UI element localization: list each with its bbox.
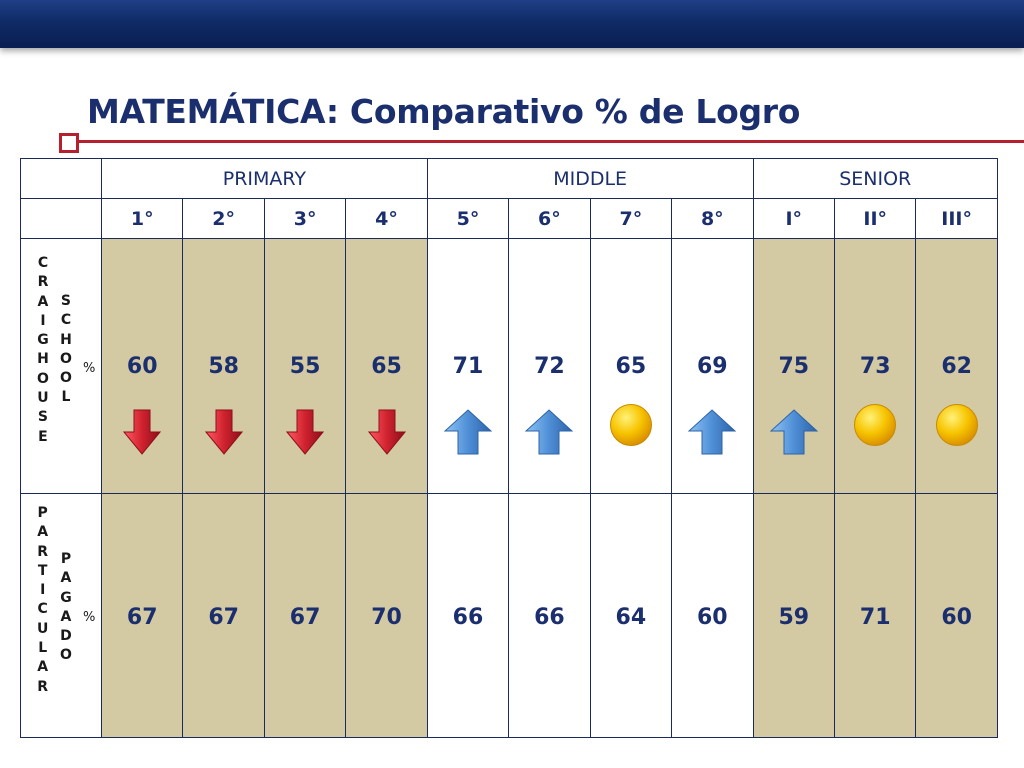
label-letter: U [37,620,49,637]
value-cell [753,239,834,494]
grade-header-cell: 1° [102,199,183,239]
label-letter: A [37,659,49,676]
level-primary: PRIMARY [102,159,428,199]
value-cell [509,239,590,494]
label-letter: C [37,255,49,271]
percentage-value: 66 [452,605,484,630]
value-cell [102,239,183,494]
value-cell [509,494,590,738]
grade-header-cell: III° [916,199,997,239]
label-letter: A [60,570,72,587]
label-letter: U [37,390,49,407]
percentage-value: 71 [452,354,484,379]
grade-header-row [21,199,998,239]
percentage-value: 65 [371,354,402,379]
percentage-value: 67 [208,605,239,630]
percentage-value: 59 [778,605,810,630]
title-underline [78,140,1024,143]
row-label-right-letters [60,292,72,408]
sun-icon [609,403,653,451]
label-letter: L [61,389,71,406]
label-letter: O [37,370,49,387]
label-letter: R [37,274,49,291]
value-cell [102,494,183,738]
value-cell [183,239,264,494]
percentage-value: 65 [615,354,647,379]
percentage-value: 60 [941,605,972,630]
grade-header-cell: 6° [509,199,590,239]
label-letter: O [60,647,72,664]
top-banner [0,0,1024,48]
row-label-craighouse [21,239,102,494]
grade-header-cell: 2° [183,199,264,239]
label-letter: H [37,351,49,368]
value-cell [427,494,508,738]
grade-header-cell: I° [753,199,834,239]
percentage-value: 64 [615,605,647,630]
label-letter: I [40,582,46,599]
arrow-down-icon [368,409,406,459]
percentage-value: 75 [778,354,810,379]
value-cell [346,494,427,738]
percentage-value: 62 [941,354,972,379]
comparison-table [20,158,998,738]
label-letter: I [40,312,46,329]
value-cell [916,239,997,494]
grade-header-cell: II° [834,199,915,239]
arrow-up-icon [444,409,492,459]
percentage-value: 60 [696,605,728,630]
value-cell [264,239,345,494]
empty-corner-cell [21,159,102,199]
value-cell [590,494,671,738]
row-label-left-letters [37,504,48,697]
percentage-value: 70 [371,605,402,630]
row-label-right-letters [60,550,72,666]
value-cell [590,239,671,494]
label-letter: H [60,331,72,348]
percent-unit-label: % [83,361,96,376]
value-cell [834,239,915,494]
label-letter: S [60,293,71,309]
title-bullet-square [59,133,79,153]
row-label-particular-pagado [21,494,102,738]
level-senior: SENIOR [753,159,997,199]
grade-header-cell: 8° [672,199,753,239]
value-cell [672,239,753,494]
grade-header-cell: 3° [264,199,345,239]
label-letter: R [37,543,49,560]
page-title: MATEMÁTICA: Comparativo % de Logro [87,92,801,131]
percentage-value: 66 [534,605,565,630]
arrow-up-icon [770,409,818,459]
label-letter: O [60,350,72,367]
value-cell [183,494,264,738]
label-letter: E [38,428,48,445]
empty-grade-corner-cell [21,199,102,239]
row-label-left-letters [37,254,49,447]
arrow-down-icon [286,409,324,459]
particular-pagado-row [21,494,998,738]
grade-header-cell: 4° [346,199,427,239]
label-letter: L [38,640,48,657]
percentage-value: 71 [859,605,891,630]
value-cell [672,494,753,738]
value-cell [264,494,345,738]
percentage-value: 58 [208,354,239,379]
percentage-value: 55 [289,354,321,379]
level-middle: MIDDLE [427,159,753,199]
percent-unit-label: % [83,610,96,625]
percentage-value: 69 [696,354,728,379]
value-cell [916,494,997,738]
label-letter: R [37,678,49,695]
percentage-value: 60 [126,354,158,379]
grade-header-cell: 5° [427,199,508,239]
sun-icon [853,403,897,451]
arrow-up-icon [525,409,573,459]
sun-icon [935,403,979,451]
label-letter: C [37,601,48,618]
label-letter: O [60,370,72,387]
craighouse-row [21,239,998,494]
percentage-value: 67 [126,605,158,630]
label-letter: A [37,524,49,541]
arrow-down-icon [123,409,161,459]
value-cell [427,239,508,494]
label-letter: A [37,293,49,310]
percentage-value: 72 [534,354,565,379]
label-letter: T [37,562,48,579]
value-cell [834,494,915,738]
label-letter: P [37,505,48,521]
value-cell [346,239,427,494]
value-cell [753,494,834,738]
label-letter: P [60,551,72,567]
percentage-value: 73 [859,354,891,379]
label-letter: D [60,628,72,645]
label-letter: G [60,589,72,606]
level-header-row [21,159,998,199]
arrow-up-icon [688,409,736,459]
grade-header-cell: 7° [590,199,671,239]
label-letter: S [37,409,48,426]
label-letter: A [60,608,72,625]
arrow-down-icon [205,409,243,459]
label-letter: C [60,312,72,329]
label-letter: G [37,332,49,349]
percentage-value: 67 [289,605,321,630]
